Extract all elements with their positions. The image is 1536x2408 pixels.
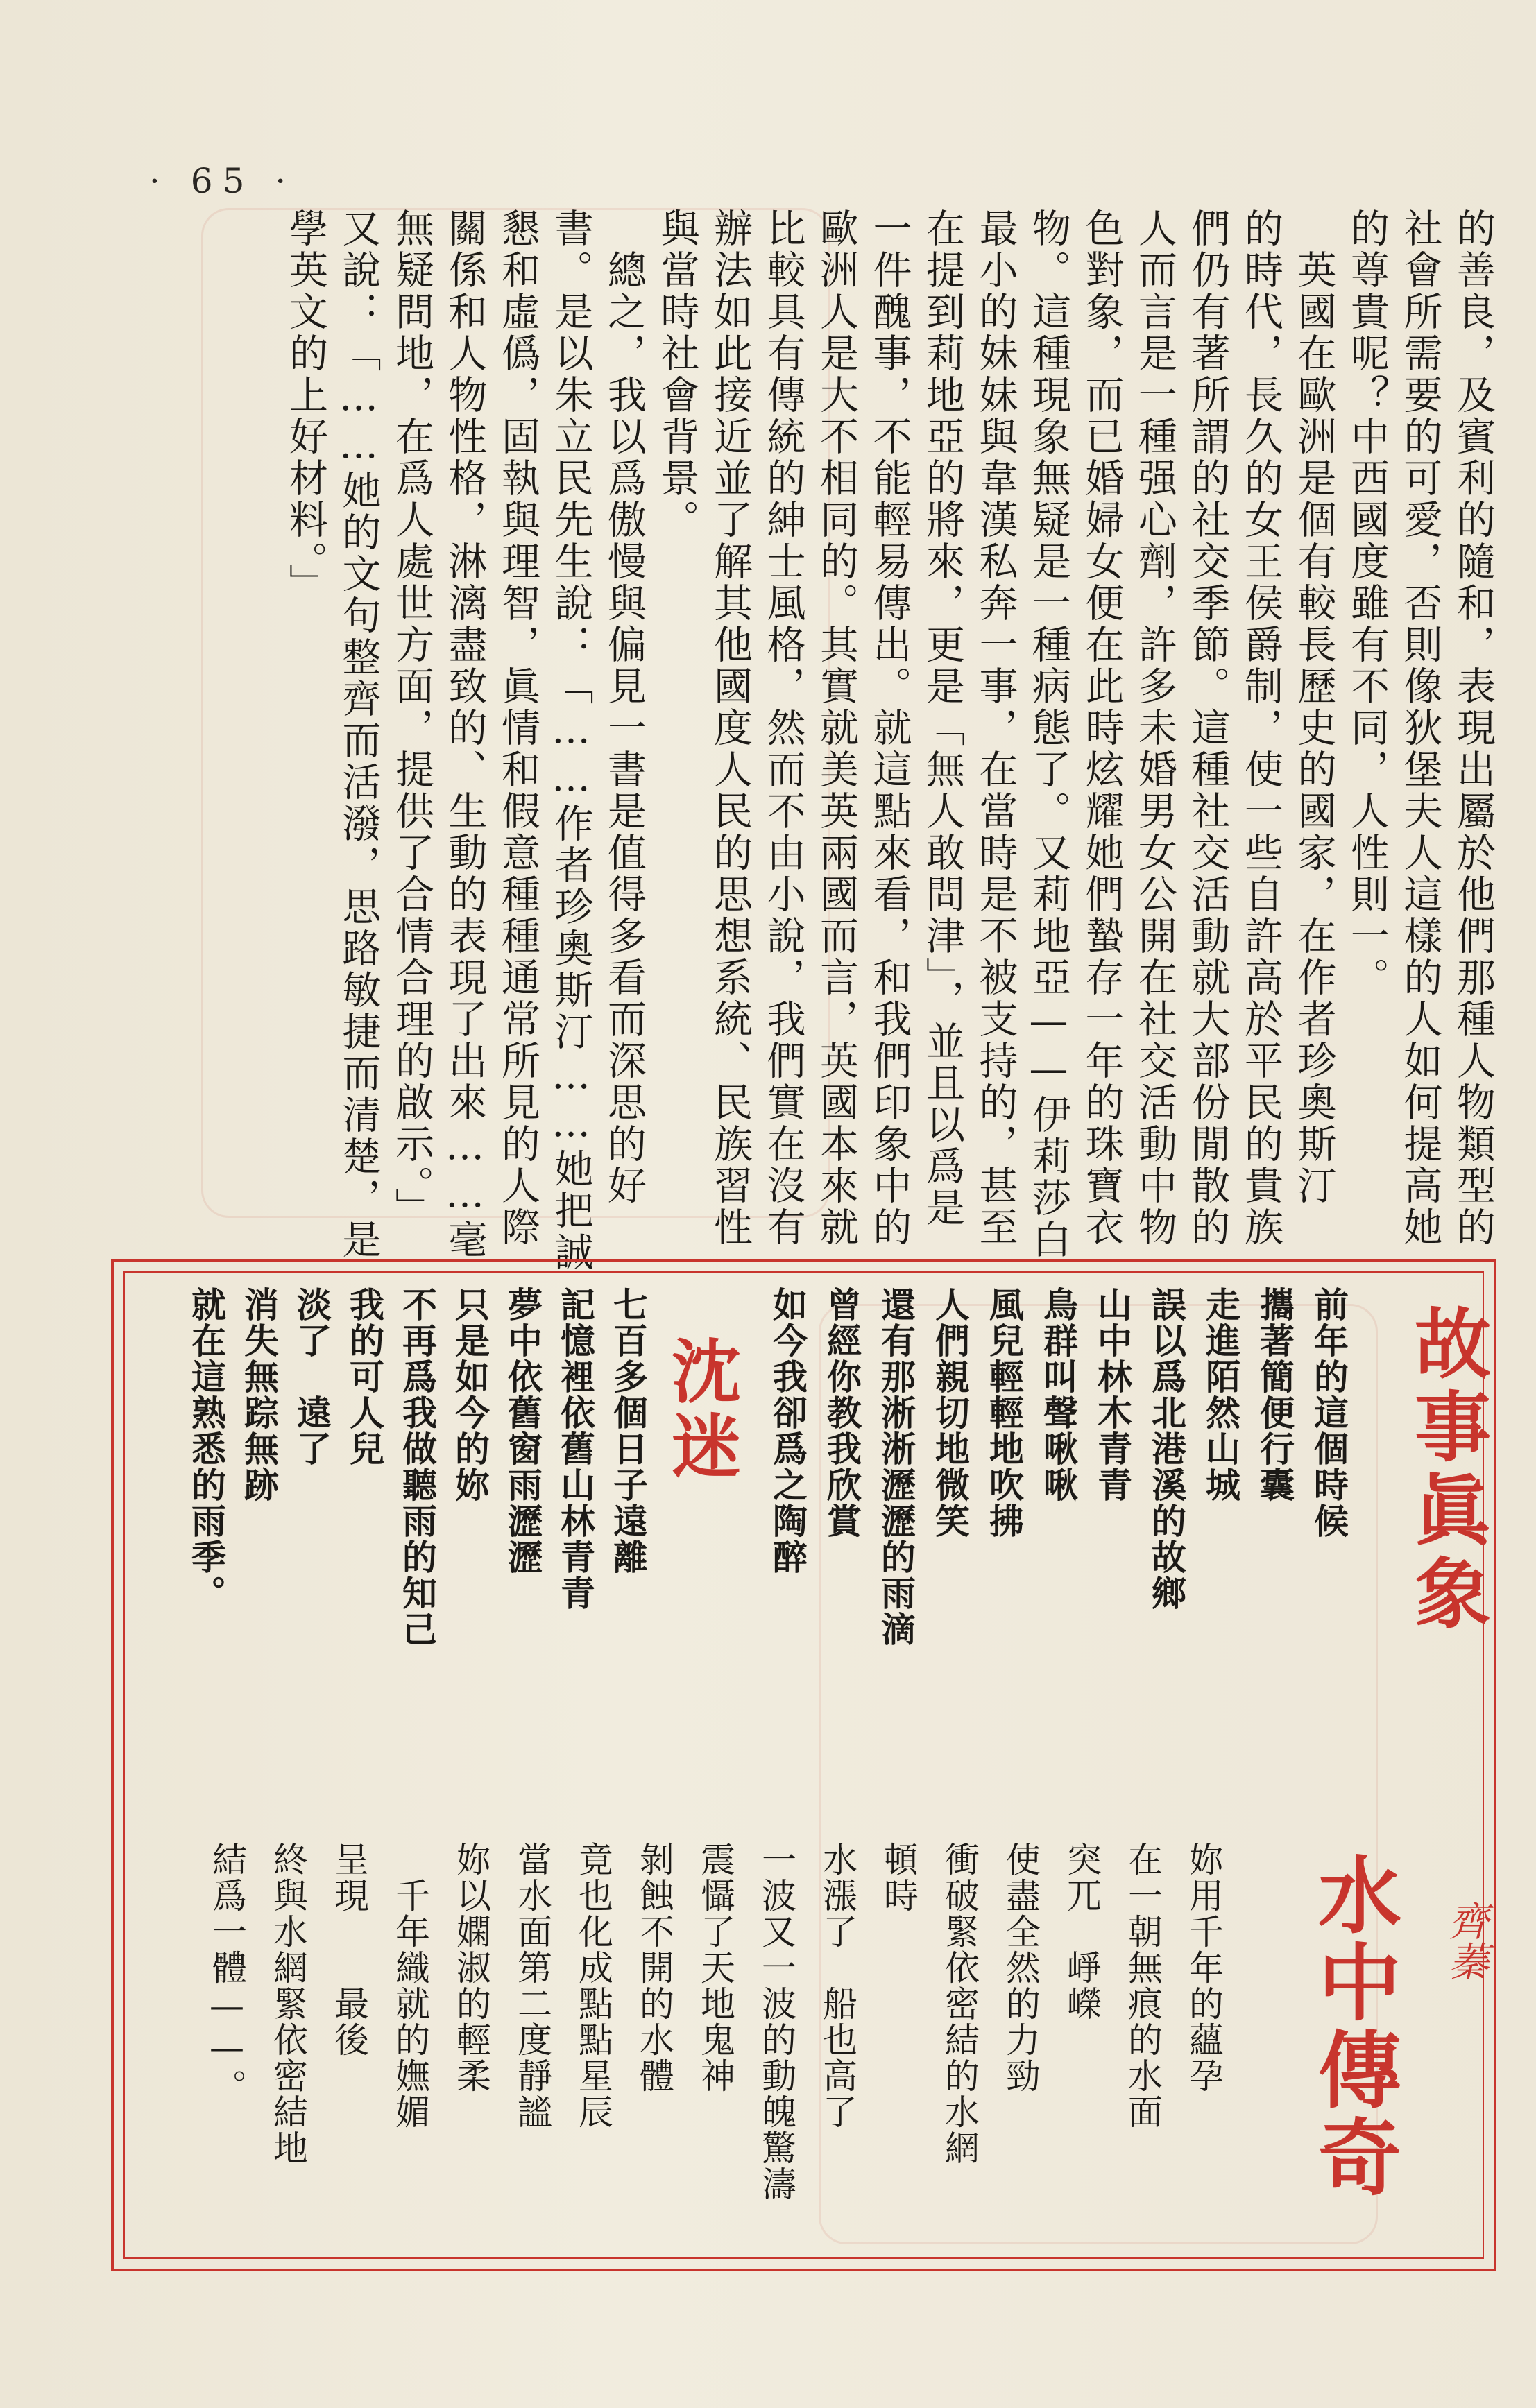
poem-line: 竟也化成點點星辰 [573,1841,613,2130]
essay-column: 比較具有傳統的紳士風格，然而不由小說，我們實在沒有 [760,208,806,1248]
essay-column: 最小的妹妹與韋漢私奔一事，在當時是不被支持的，甚至 [973,208,1018,1248]
poem-line: 使盡全然的力勁 [1000,1841,1041,2094]
essay-column: 與當時社會背景。 [654,208,700,541]
poem-line: 妳以嫻淑的輕柔 [451,1841,491,2094]
essay-column: 的尊貴呢？中西國度雖有不同，人性則一。 [1345,208,1390,999]
page-number: · 65 · [149,161,296,201]
essay-column: 們仍有著所謂的社交季節。這種社交活動就大部份閒散的 [1185,208,1231,1248]
poem2-title: 沈迷 [660,1335,742,1485]
poem-line: 頓時 [878,1841,919,1914]
poem1-title: 故事眞象 [1402,1304,1492,1637]
poem-line: 還有那淅淅瀝瀝的雨滴 [876,1287,916,1647]
poem-line: 誤以爲北港溪的故鄉 [1146,1287,1187,1611]
essay-column: 懇和虛僞，固執與理智，眞情和假意種種通常所見的人際 [495,208,540,1248]
essay-column: 關係和人物性格，淋漓盡致的、生動的表現了出來……毫 [442,208,488,1261]
poem-line: 曾經你教我欣賞 [821,1287,862,1539]
essay-column: 無疑問地，在爲人處世方面，提供了合情合理的啟示。」 [389,208,434,1229]
poem-line: 夢中依舊窗雨瀝瀝 [502,1287,543,1575]
poem-line: 一波又一波的動魄驚濤 [756,1841,796,2202]
poem-line: 就在這熟悉的雨季。 [186,1287,227,1611]
poem-line: 七百多個日子遠離 [608,1287,649,1575]
poem-line: 山中林木青青 [1092,1287,1133,1503]
essay-column: 的善良，及賓利的隨和，表現出屬於他們那種人物類型的 [1451,208,1496,1248]
essay-column: 書。是以朱立民先生說：「……作者珍奧斯汀……她把誠 [548,208,594,1273]
poem-line: 不再爲我做聽雨的知己 [397,1287,438,1647]
poem-line: 只是如今的妳 [450,1287,490,1503]
essay-column: 總之，我以爲傲慢與偏見一書是值得多看而深思的好 [601,208,647,1207]
poem-line: 水漲了 船也高了 [817,1841,857,2130]
poem-line: 終與水網緊依密結地 [268,1841,308,2166]
essay-column: 社會所需要的可愛，否則像狄堡夫人這樣的人如何提高她 [1397,208,1443,1248]
poem-line: 淡了 遠了 [291,1287,332,1467]
essay-column: 在提到莉地亞的將來，更是「無人敢問津」，並且以爲是 [920,208,965,1229]
poem-line: 結爲一體——。 [207,1841,247,2105]
poem-line: 呈現 最後 [329,1841,369,2058]
poem-line: 記憶裡依舊山林青青 [555,1287,596,1611]
essay-column: 色對象，而已婚婦女便在此時炫耀她們蟄存一年的珠寶衣 [1079,208,1125,1248]
poem-line: 如今我卻爲之陶醉 [767,1287,808,1575]
poem-line: 妳用千年的蘊孕 [1184,1841,1224,2094]
poem-line: 我的可人兒 [344,1287,385,1467]
poem-line: 在一朝無痕的水面 [1123,1841,1163,2130]
poem-line: 風兒輕輕地吹拂 [984,1287,1025,1539]
poem-line: 人們親切地微笑 [930,1287,971,1539]
poem-line: 衝破緊依密結的水網 [939,1841,980,2166]
poem-line: 消失無踪無跡 [239,1287,280,1503]
essay-column: 一件醜事，不能輕易傳出。就這點來看，和我們印象中的 [867,208,912,1248]
poem-line: 攜著簡便行囊 [1254,1287,1295,1503]
poem3-title: 水中傳奇 [1304,1852,1402,2201]
essay-column: 人而言是一種强心劑，許多未婚男女公開在社交活動中物 [1132,208,1177,1248]
poem-line: 千年織就的嫵媚 [390,1841,430,2130]
essay-column: 物。這種現象無疑是一種病態了。又莉地亞——伊莉莎白 [1026,208,1071,1261]
poem-line: 剝蝕不開的水體 [634,1841,674,2094]
essay-column: 的時代，長久的女王侯爵制，使一些自許高於平民的貴族 [1238,208,1283,1248]
poem-line: 震懾了天地鬼神 [695,1841,735,2094]
poem-line: 當水面第二度靜謐 [512,1841,552,2130]
poem-line: 鳥群叫聲啾啾 [1038,1287,1079,1503]
poem3-author: 齊蓁 [1442,1900,1489,1981]
essay-column: 歐洲人是大不相同的。其實就美英兩國而言，英國本來就 [814,208,859,1248]
poem-line: 突兀 崢嶸 [1061,1841,1102,2022]
poem-line: 走進陌然山城 [1200,1287,1241,1503]
essay-column: 學英文的上好材料。」 [283,208,328,605]
poem-line: 前年的這個時候 [1308,1287,1349,1539]
essay-column: 辦法如此接近並了解其他國度人民的思想系統、民族習性 [708,208,753,1248]
essay-column: 英國在歐洲是個有較長歷史的國家，在作者珍奧斯汀 [1291,208,1337,1207]
essay-column: 又說：「……她的文句整齊而活潑，思路敏捷而清楚，是 [336,208,382,1261]
